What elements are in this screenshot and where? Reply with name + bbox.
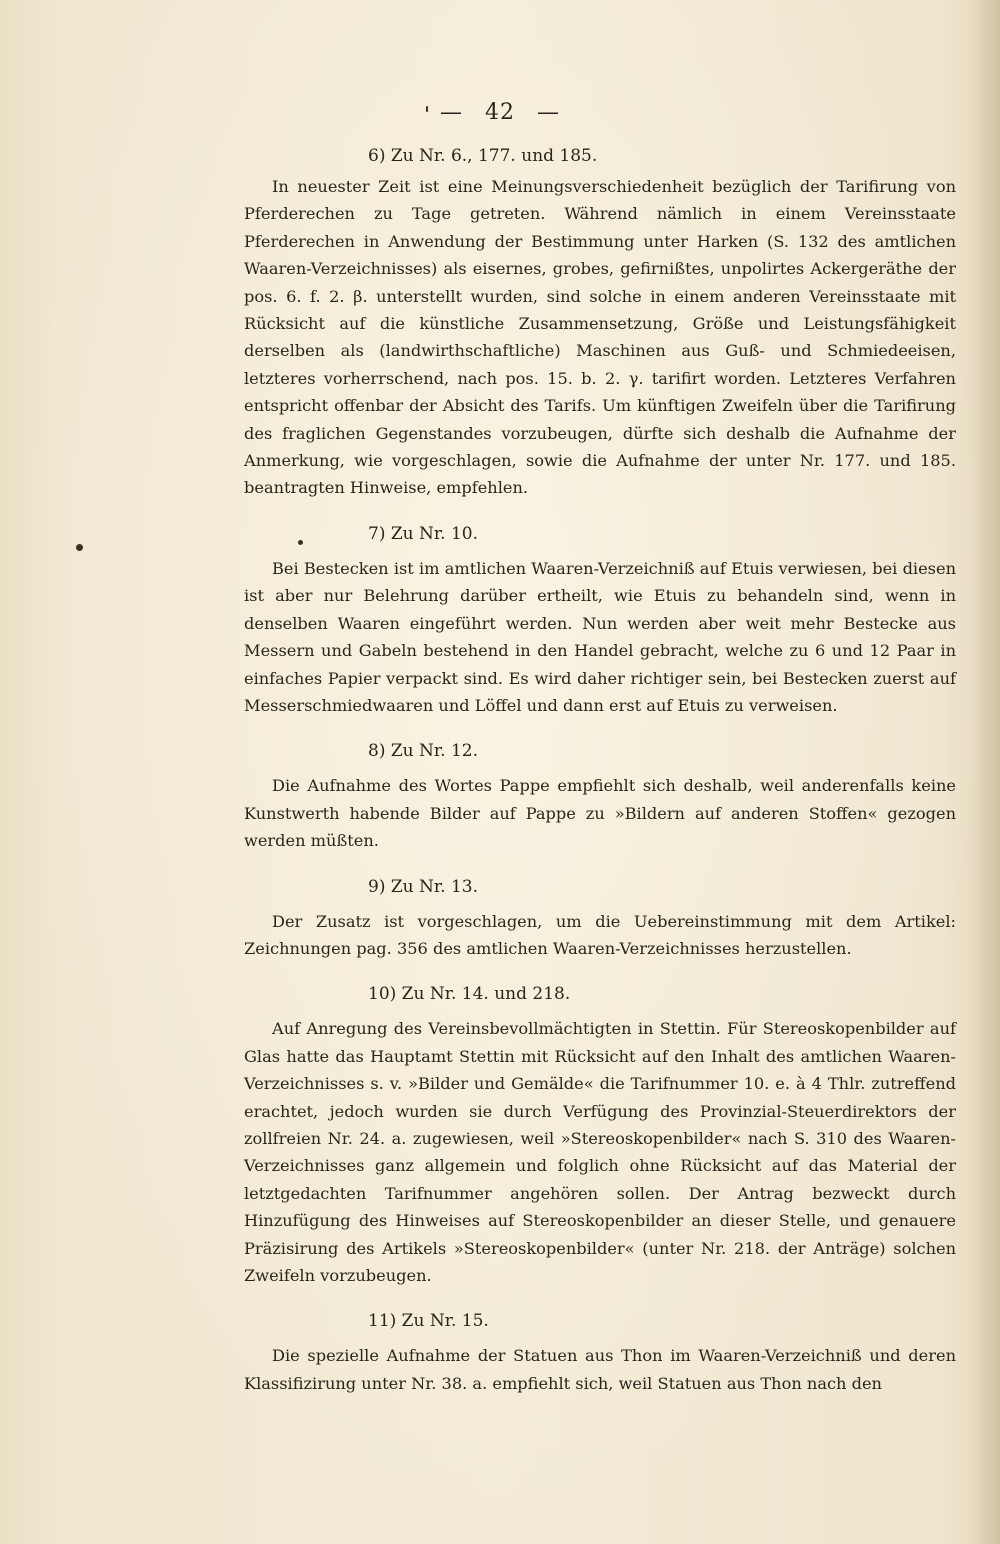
section-paragraph-8: Die Aufnahme des Wortes Pappe empfiehlt sich deshalb, weil anderenfalls keine Kunstwerth habende Bilder auf Pappe zu »Bildern auf anderen Stoffen« gezogen werden müßten. — [244, 776, 956, 851]
section-paragraph-11: Die spezielle Aufnahme der Statuen aus Thon im Waaren-Verzeichniß und deren Klassifizirung unter Nr. 38. a. empfiehlt sich, weil Statuen aus Thon nach den — [244, 1346, 956, 1393]
section-paragraph-6: In neuester Zeit ist eine Meinungsverschiedenheit bezüglich der Tarifirung von Pferderechen zu Tage getreten. Während nämlich in einem Vereinsstaate Pferderechen in Anwendung der Bestimmung unter Harken (S. 132 des amtlichen Waaren-Verzeichnisses) als eisernes, grobes, gefirnißtes, unpolirtes Ackergeräthe der pos. 6. f. 2. β. unterstellt wurden, sind solche in einem anderen Vereinsstaate mit Rücksicht auf die künstliche Zusammensetzung, Größe und Leistungsfähigkeit derselben als (landwirthschaftliche) Maschinen aus Guß- und Schmiedeeisen, letzteres vorherrschend, nach pos. 15. b. 2. γ. tarifirt worden. Letzteres Verfahren entspricht offenbar der Absicht des Tarifs. Um künftigen Zweifeln über die Tarifirung des fraglichen Gegenstandes vorzubeugen, dürfte sich deshalb die Aufnahme der Anmerkung, wie vorgeschlagen, sowie die Aufnahme der unter Nr. 177. und 185. beantragten Hinweise, empfehlen. — [244, 177, 956, 498]
page-number-dash-left: — — [440, 100, 463, 125]
page-number-dash-right: — — [537, 100, 560, 125]
page-number: 42 — [485, 100, 515, 125]
section-heading-10: 10) Zu Nr. 14. und 218. — [368, 984, 571, 1005]
paper-speck — [76, 544, 83, 551]
section-heading-9: 9) Zu Nr. 13. — [368, 876, 478, 897]
section-paragraph-10: Auf Anregung des Vereinsbevollmächtigten in Stettin. Für Stereoskopenbilder auf Glas hatte das Hauptamt Stettin mit Rücksicht auf den Inhalt des amtlichen Waaren-Verzeichnisses s. v. »Bilder und Gemälde« die Tarifnummer 10. e. à 4 Thlr. zutreffend erachtet, jedoch wurden sie durch Verfügung des Provinzial-Steuerdirektors der zollfreien Nr. 24. a. zugewiesen, weil »Stereoskopenbilder« nach S. 310 des Waaren-Verzeichnisses ganz allgemein und folglich ohne Rücksicht auf das Material der letztgedachten Tarifnummer angehören sollen. Der Antrag bezweckt durch Hinzufügung des Hinweises auf Stereoskopenbilder an dieser Stelle, und genauere Präzisirung des Artikels »Stereoskopenbilder« (unter Nr. 218. der Anträge) solchen Zweifeln vorzubeugen. — [244, 1019, 956, 1285]
section-paragraph-7: Bei Bestecken ist im amtlichen Waaren-Verzeichniß auf Etuis verwiesen, bei diesen ist aber nur Belehrung darüber ertheilt, wie Etuis zu behandeln sind, wenn in denselben Waaren eingeführt werden. Nun werden aber weit mehr Bestecke aus Messern und Gabeln bestehend in den Handel gebracht, welche zu 6 und 12 Paar in einfaches Papier verpackt sind. Es wird daher richtiger sein, bei Bestecken zuerst auf Messerschmiedwaaren und Löffel und dann erst auf Etuis zu verweisen. — [244, 558, 956, 715]
page-number-line — [0, 100, 1000, 125]
section-heading-8: 8) Zu Nr. 12. — [368, 741, 478, 762]
section-heading-11: 11) Zu Nr. 15. — [368, 1311, 489, 1332]
section-heading-6: 6) Zu Nr. 6., 177. und 185. — [368, 146, 598, 166]
section-paragraph-9: Der Zusatz ist vorgeschlagen, um die Uebereinstimmung mit dem Artikel: Zeichnungen pag. 356 des amtlichen Waaren-Verzeichnisses herzustellen. — [244, 911, 956, 958]
page-body — [244, 142, 956, 1397]
paper-speck — [298, 540, 303, 545]
page-edge-shadow — [970, 0, 1000, 1544]
section-heading-7: 7) Zu Nr. 10. — [368, 523, 478, 544]
paper-speck — [426, 106, 428, 112]
